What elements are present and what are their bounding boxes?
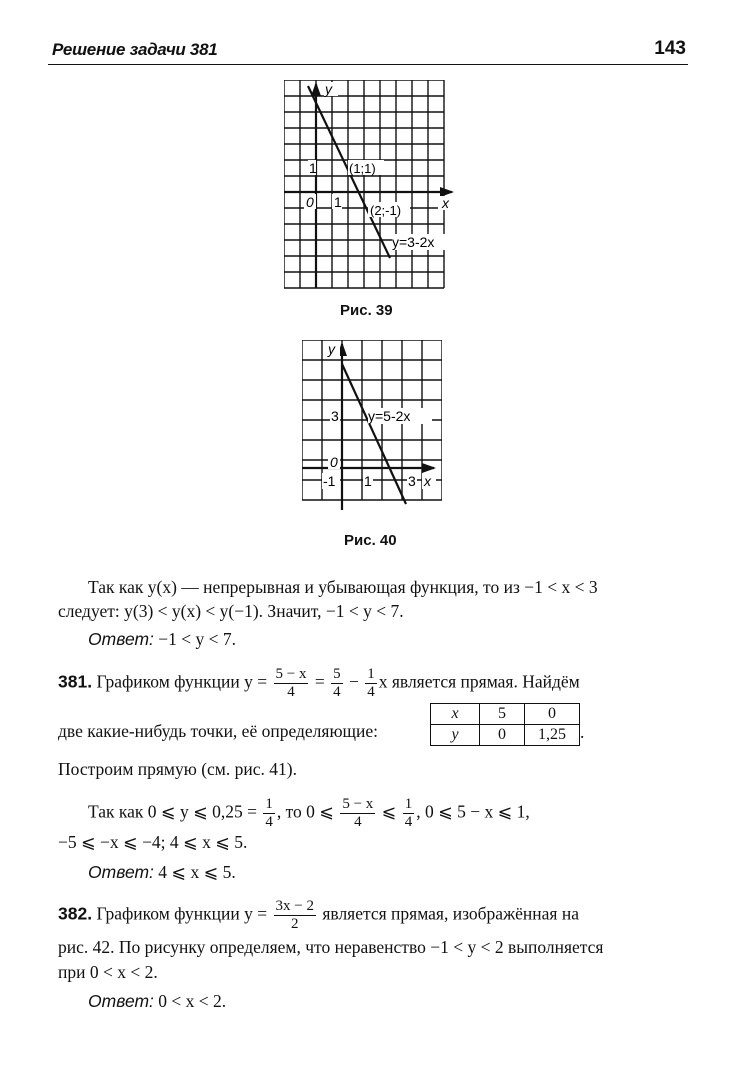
running-title: Решение задачи 381 [52,40,218,59]
answer-value: −1 < y < 7. [158,629,237,649]
figure-40-caption: Рис. 40 [344,532,397,549]
figure-39 [284,80,460,290]
axis-x-label-40: x [424,473,431,489]
fraction: $\frac{1}{4}$ [404,796,413,830]
fraction: $\frac{5}{4}$ [333,666,341,700]
point1-label-39: (1;1) [349,161,376,176]
tick-x3-40: 3 [408,473,416,489]
p381-line5: −5 ⩽ −x ⩽ −4; 4 ⩽ x ⩽ 5. [58,832,248,852]
p381-line1: 381. Графиком функции y = $\frac{5 - x}{4}$ = $\frac{5}{4}$ − $\frac{1}{4}$ x является прямая. Найдём [58,666,580,700]
p382-answer [88,989,226,1013]
tick-y1-39: 1 [309,160,317,176]
table-end-dot: . [580,722,585,742]
values-table [430,703,580,746]
answer-label: Ответ: [88,862,154,882]
p381-line4: Так как 0 ⩽ y ⩽ 0,25 = $\frac{1}{4}$ , то 0 ⩽ $\frac{5 - x}{4}$ ⩽ $\frac{1}{4}$ , 0 ⩽ 5 − x ⩽ 1, [88,796,530,830]
header-rule [48,64,688,65]
fraction: $\frac{1}{4}$ [265,796,273,830]
p382-line3: при 0 < x < 2. [58,962,158,982]
para1-line2: следует: y(3) < y(x) < y(−1). Значит, −1 < y < 7. [58,601,404,621]
fraction: $\frac{1}{4}$ [367,666,375,700]
point2-label-39: (2;-1) [370,203,402,218]
answer-value: 0 < x < 2. [158,991,227,1011]
figure-39-caption: Рис. 39 [340,302,393,319]
page-header [48,40,688,66]
fraction: $\frac{3x - 2}{2}$ [275,898,314,932]
graph-line-40 [342,364,406,504]
para1-line1: Так как y(x) — непрерывная и убывающая функция, то из −1 < x < 3 [88,577,598,597]
p381-line3: Построим прямую (см. рис. 41). [58,759,297,779]
problem-number: 382. [58,903,93,924]
answer-label: Ответ: [88,629,154,649]
p381-answer [88,860,236,884]
origin-label-39: 0 [306,194,314,210]
origin-label-40: 0 [330,454,338,470]
p382-line2: рис. 42. По рисунку определяем, что неравенство −1 < y < 2 выполняется [58,937,604,957]
p381-text-b: x является прямая. Найдём [378,671,580,692]
line-label-40: y=5-2x [368,408,411,424]
axis-y-label-40: y [328,341,335,357]
grid-39 [284,80,444,288]
para1-answer [88,627,236,651]
axis-y-label-39: y [325,81,332,97]
p381-text-a: Графиком функции y = [96,671,268,692]
figure-40 [302,340,442,512]
table-row: x 5 0 [431,704,580,725]
answer-value: 4 ⩽ x ⩽ 5. [158,862,236,882]
fraction: $\frac{5 - x}{4}$ [342,796,374,830]
p381-line2: две какие-нибудь точки, её определяющие: [58,721,378,741]
line-label-39: y=3-2x [392,234,435,250]
x-arrow-40 [422,463,436,473]
tick-x1-40: 1 [364,473,372,489]
tick-x1-39: 1 [334,194,342,210]
problem-number: 381. [58,671,93,692]
axis-x-label-39: x [442,195,449,211]
tick-y3-40: 3 [331,408,339,424]
p382-line1: 382. Графиком функции y = $\frac{3x - 2}{2}$ является прямая, изображённая на [58,898,579,932]
tick-xm1-40: -1 [323,473,336,489]
answer-label: Ответ: [88,991,154,1011]
page-number: 143 [654,38,686,59]
fraction: $\frac{5 - x}{4}$ [275,666,307,700]
table-row: y 0 1,25 [431,725,580,746]
